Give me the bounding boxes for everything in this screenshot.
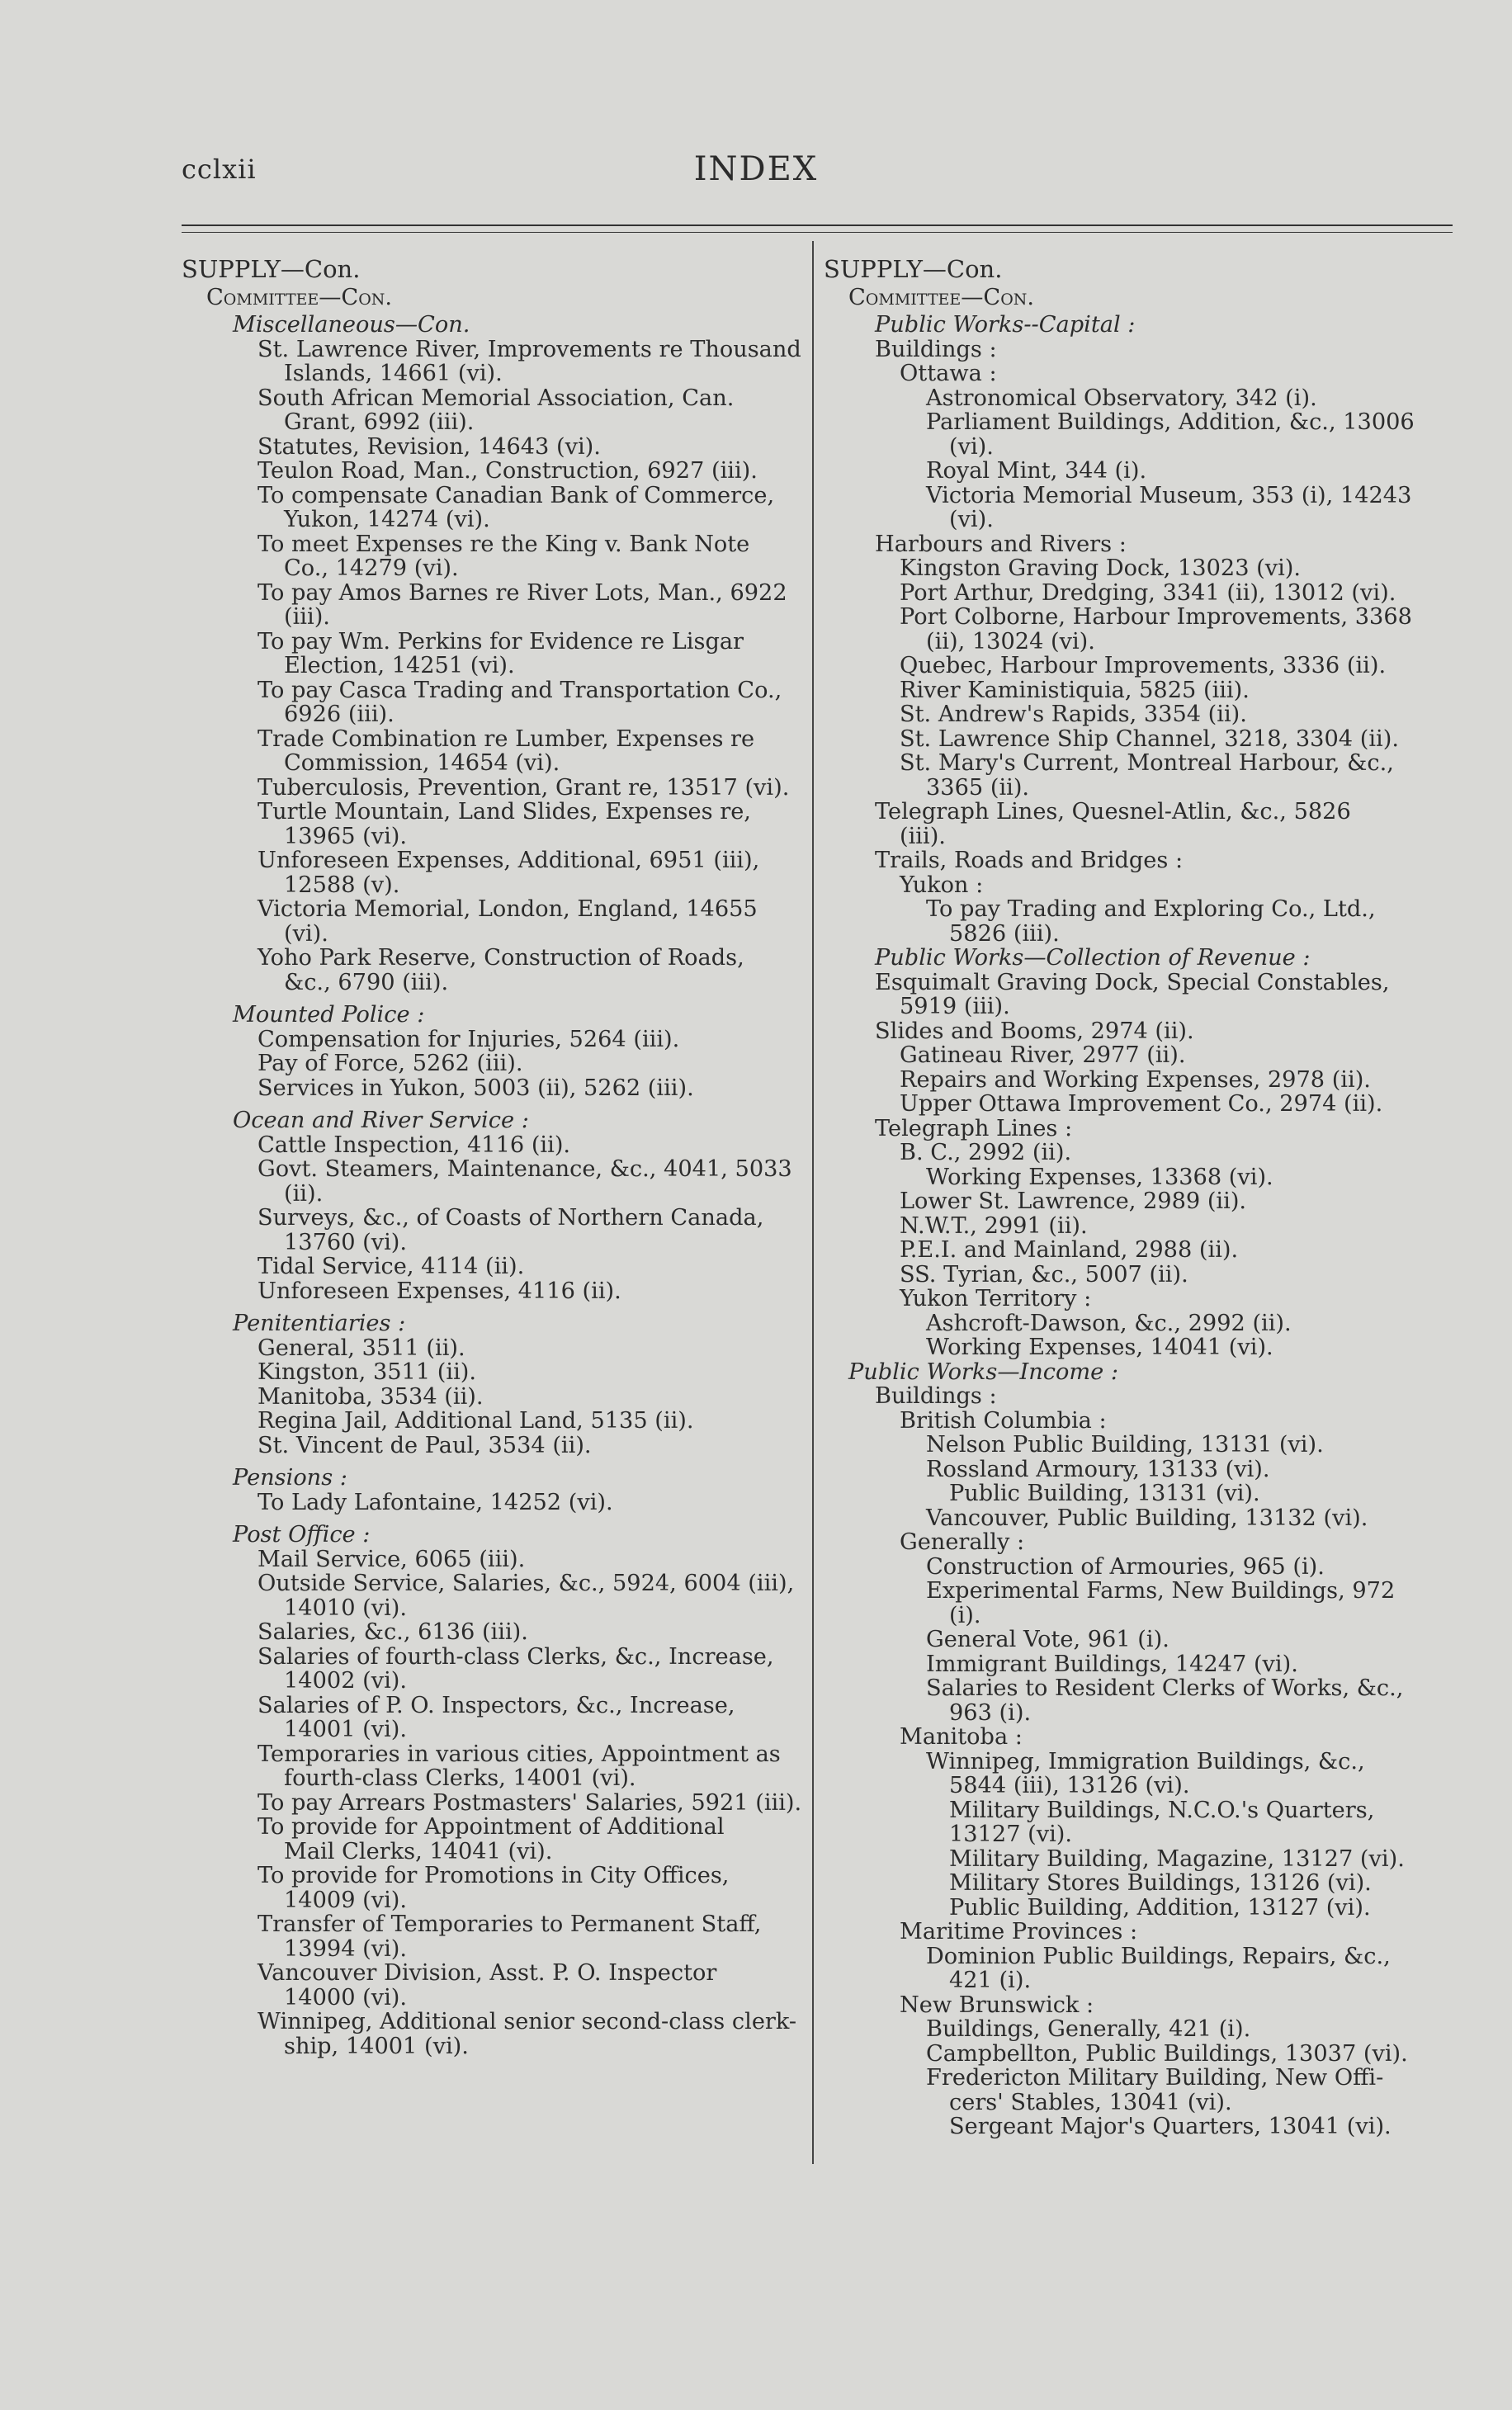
header-rule-thin	[182, 232, 1453, 233]
index-entry: Regina Jail, Additional Land, 5135 (ii).	[258, 1408, 694, 1434]
index-entry: Yoho Park Reserve, Construction of Roads,	[258, 945, 744, 971]
index-entry: Commission, 14654 (vi).	[284, 750, 560, 776]
right-column	[824, 255, 1458, 2139]
index-entry: Mounted Police :	[233, 1002, 425, 1028]
index-entry: (vi).	[949, 507, 994, 532]
index-entry: To pay Amos Barnes re River Lots, Man., 6922	[258, 579, 787, 606]
index-entry: Islands, 14661 (vi).	[284, 361, 503, 386]
index-entry: SUPPLY—Con.	[824, 255, 1003, 283]
header-rule	[182, 224, 1453, 226]
index-entry: Esquimalt Graving Dock, Special Constables,	[875, 969, 1390, 995]
index-entry: Co., 14279 (vi).	[284, 555, 459, 581]
index-entry: To pay Wm. Perkins for Evidence re Lisgar	[258, 628, 744, 654]
index-entry: British Columbia :	[900, 1407, 1107, 1434]
index-entry: 14000 (vi).	[284, 1984, 408, 2011]
index-entry: To Lady Lafontaine, 14252 (vi).	[258, 1489, 613, 1515]
index-entry: Military Stores Buildings, 13126 (vi).	[949, 1870, 1372, 1896]
page-header	[0, 150, 1512, 195]
index-entry: Military Building, Magazine, 13127 (vi).	[949, 1845, 1405, 1872]
index-entry: General, 3511 (ii).	[258, 1335, 465, 1361]
index-entry: Teulon Road, Man., Construction, 6927 (iii).	[258, 458, 758, 484]
index-entry: To provide for Promotions in City Offices,	[258, 1863, 730, 1888]
index-entry: Kingston, 3511 (ii).	[258, 1359, 477, 1385]
index-entry: P.E.I. and Mainland, 2988 (ii).	[900, 1237, 1239, 1263]
index-entry: 963 (i).	[949, 1699, 1032, 1726]
index-entry: Statutes, Revision, 14643 (vi).	[258, 433, 601, 460]
index-entry: B. C., 2992 (ii).	[900, 1140, 1072, 1165]
index-entry: Generally :	[900, 1529, 1025, 1555]
index-entry: Buildings :	[875, 1383, 997, 1409]
index-entry: Maritime Provinces :	[900, 1919, 1138, 1945]
index-entry: St. Mary's Current, Montreal Harbour, &c.,	[900, 750, 1394, 776]
index-entry: (vi).	[284, 920, 328, 947]
index-entry: Vancouver, Public Building, 13132 (vi).	[926, 1505, 1368, 1531]
index-entry: Yukon :	[900, 872, 984, 898]
index-entry: Telegraph Lines, Quesnel-Atlin, &c., 5826	[875, 799, 1351, 825]
index-entry: Trails, Roads and Bridges :	[875, 848, 1184, 873]
index-entry: Victoria Memorial Museum, 353 (i), 14243	[926, 482, 1412, 508]
index-entry: To pay Casca Trading and Transportation Co.,	[258, 677, 782, 703]
index-entry: ship, 14001 (vi).	[284, 2033, 469, 2059]
index-entry: (ii), 13024 (vi).	[926, 628, 1095, 654]
index-entry: (vi).	[949, 433, 994, 460]
index-entry: Post Office :	[233, 1522, 371, 1548]
index-entry: River Kaministiquia, 5825 (iii).	[900, 677, 1250, 703]
index-entry: Working Expenses, 14041 (vi).	[926, 1335, 1273, 1360]
index-entry: Miscellaneous—Con.	[233, 312, 470, 338]
index-entry: 14002 (vi).	[284, 1668, 408, 1694]
index-entry: SUPPLY—Con.	[182, 255, 361, 283]
index-entry: Trade Combination re Lumber, Expenses re	[258, 725, 755, 752]
index-entry: Public Building, Addition, 13127 (vi).	[949, 1894, 1371, 1921]
index-entry: Manitoba :	[900, 1724, 1023, 1750]
index-entry: To pay Arrears Postmasters' Salaries, 5921 (iii).	[258, 1789, 802, 1816]
index-entry: N.W.T., 2991 (ii).	[900, 1212, 1088, 1239]
index-entry: Fredericton Military Building, New Offi-	[926, 2065, 1384, 2091]
index-entry: Public Building, 13131 (vi).	[949, 1481, 1260, 1506]
index-entry: Sergeant Major's Quarters, 13041 (vi).	[949, 2114, 1392, 2139]
index-entry: Unforeseen Expenses, 4116 (ii).	[258, 1278, 621, 1304]
index-entry: Surveys, &c., of Coasts of Northern Canada,	[258, 1205, 764, 1231]
index-entry: 5844 (iii), 13126 (vi).	[949, 1773, 1190, 1798]
index-entry: Slides and Booms, 2974 (ii).	[875, 1018, 1194, 1044]
index-entry: To provide for Appointment of Additional	[258, 1814, 725, 1840]
index-entry: Harbours and Rivers :	[875, 531, 1127, 557]
index-entry: 13760 (vi).	[284, 1229, 408, 1255]
index-entry: Salaries of P. O. Inspectors, &c., Increase,	[258, 1692, 735, 1718]
index-entry: Public Works—Income :	[848, 1359, 1119, 1385]
index-entry: Working Expenses, 13368 (vi).	[926, 1164, 1273, 1190]
index-entry: 5826 (iii).	[949, 920, 1060, 947]
index-entry: Upper Ottawa Improvement Co., 2974 (ii).	[900, 1091, 1383, 1117]
index-entry: Pensions :	[233, 1465, 347, 1491]
index-entry: Public Works—Collection of Revenue :	[875, 945, 1311, 971]
index-entry: Election, 14251 (vi).	[284, 653, 515, 678]
index-entry: Experimental Farms, New Buildings, 972	[926, 1578, 1396, 1604]
index-entry: Compensation for Injuries, 5264 (iii).	[258, 1026, 680, 1052]
index-entry: To compensate Canadian Bank of Commerce,	[258, 482, 775, 508]
index-entry: Victoria Memorial, London, England, 14655	[258, 896, 758, 922]
index-entry: Manitoba, 3534 (ii).	[258, 1383, 484, 1410]
index-entry: cers' Stables, 13041 (vi).	[949, 2089, 1232, 2115]
index-entry: Public Works--Capital :	[875, 312, 1136, 338]
index-entry: 13965 (vi).	[284, 823, 408, 849]
column-divider	[812, 241, 814, 2164]
index-entry: Grant, 6992 (iii).	[284, 409, 475, 435]
index-entry: Parliament Buildings, Addition, &c., 13006	[926, 409, 1415, 435]
index-entry: Temporaries in various cities, Appointment as	[258, 1741, 781, 1767]
index-entry: Govt. Steamers, Maintenance, &c., 4041, 5033	[258, 1156, 792, 1182]
index-entry: Kingston Graving Dock, 13023 (vi).	[900, 555, 1302, 581]
index-entry: Transfer of Temporaries to Permanent Staff,	[258, 1911, 762, 1937]
index-entry: Unforeseen Expenses, Additional, 6951 (iii),	[258, 848, 760, 873]
index-entry: To pay Trading and Exploring Co., Ltd.,	[926, 896, 1376, 922]
index-entry: Vancouver Division, Asst. P. O. Inspector	[258, 1960, 717, 1986]
index-entry: Winnipeg, Additional senior second-class clerk-	[258, 2009, 797, 2034]
index-entry: Mail Clerks, 14041 (vi).	[284, 1838, 553, 1864]
index-entry: 12588 (v).	[284, 872, 400, 898]
index-entry: St. Lawrence Ship Channel, 3218, 3304 (ii).	[900, 725, 1399, 752]
index-entry: Pay of Force, 5262 (iii).	[258, 1051, 523, 1076]
index-entry: (ii).	[284, 1180, 324, 1207]
index-entry: Winnipeg, Immigration Buildings, &c.,	[926, 1748, 1365, 1774]
index-entry: Nelson Public Building, 13131 (vi).	[926, 1432, 1324, 1458]
left-column	[182, 255, 802, 2059]
index-entry: Cattle Inspection, 4116 (ii).	[258, 1132, 571, 1158]
index-entry: 13127 (vi).	[949, 1822, 1073, 1847]
index-entry: Ashcroft-Dawson, &c., 2992 (ii).	[926, 1310, 1292, 1336]
index-entry: New Brunswick :	[900, 1992, 1094, 2018]
index-entry: Turtle Mountain, Land Slides, Expenses re,	[258, 799, 751, 825]
index-entry: (iii).	[284, 604, 330, 630]
index-entry: St. Andrew's Rapids, 3354 (ii).	[900, 702, 1247, 727]
index-entry: To meet Expenses re the King v. Bank Note	[258, 531, 750, 557]
index-entry: Services in Yukon, 5003 (ii), 5262 (iii).	[258, 1075, 694, 1101]
index-entry: Yukon Territory :	[900, 1286, 1092, 1311]
index-entry: St. Vincent de Paul, 3534 (ii).	[258, 1432, 592, 1458]
index-entry: (iii).	[900, 823, 946, 849]
index-entry: Buildings, Generally, 421 (i).	[926, 2016, 1251, 2042]
index-entry: Royal Mint, 344 (i).	[926, 458, 1147, 484]
index-entry: Ottawa :	[900, 361, 997, 386]
index-entry: 14001 (vi).	[284, 1717, 408, 1742]
index-entry: Port Colborne, Harbour Improvements, 3368	[900, 604, 1412, 630]
page-number: cclxii	[182, 154, 257, 185]
index-entry: Outside Service, Salaries, &c., 5924, 6004 (iii),	[258, 1571, 795, 1596]
index-entry: 421 (i).	[949, 1968, 1032, 1993]
index-entry: SS. Tyrian, &c., 5007 (ii).	[900, 1261, 1188, 1288]
index-entry: Dominion Public Buildings, Repairs, &c.,	[926, 1943, 1391, 1969]
index-entry: Military Buildings, N.C.O.'s Quarters,	[949, 1797, 1375, 1823]
index-entry: 14009 (vi).	[284, 1887, 408, 1913]
index-entry: 5919 (iii).	[900, 994, 1010, 1019]
index-entry: Mail Service, 6065 (iii).	[258, 1546, 526, 1572]
index-entry: Buildings :	[875, 336, 997, 362]
index-entry: St. Lawrence River, Improvements re Thousand	[258, 336, 801, 362]
index-entry: Committee—Con.	[206, 284, 393, 310]
index-entry: Gatineau River, 2977 (ii).	[900, 1042, 1186, 1068]
index-entry: Rossland Armoury, 13133 (vi).	[926, 1456, 1270, 1482]
index-entry: 6926 (iii).	[284, 702, 395, 727]
index-entry: Salaries to Resident Clerks of Works, &c.,	[926, 1675, 1404, 1701]
index-entry: Lower St. Lawrence, 2989 (ii).	[900, 1188, 1247, 1214]
index-entry: Repairs and Working Expenses, 2978 (ii).	[900, 1066, 1371, 1093]
index-entry: South African Memorial Association, Can.	[258, 385, 735, 411]
index-entry: 13994 (vi).	[284, 1935, 408, 1962]
page-title: INDEX	[693, 150, 819, 188]
index-entry: General Vote, 961 (i).	[926, 1627, 1169, 1652]
index-entry: Committee—Con.	[848, 284, 1035, 310]
index-entry: Astronomical Observatory, 342 (i).	[926, 385, 1317, 411]
index-entry: Campbellton, Public Buildings, 13037 (vi).	[926, 2040, 1408, 2067]
index-entry: Tidal Service, 4114 (ii).	[258, 1254, 525, 1279]
index-entry: Salaries of fourth-class Clerks, &c., Increase,	[258, 1643, 774, 1670]
index-entry: Tuberculosis, Prevention, Grant re, 13517 (vi).	[258, 774, 790, 801]
index-entry: Immigrant Buildings, 14247 (vi).	[926, 1651, 1298, 1677]
index-entry: 14010 (vi).	[284, 1595, 408, 1621]
index-entry: 3365 (ii).	[926, 774, 1030, 801]
index-entry: (i).	[949, 1602, 981, 1628]
index-entry: Port Arthur, Dredging, 3341 (ii), 13012 (vi).	[900, 579, 1396, 606]
index-entry: fourth-class Clerks, 14001 (vi).	[284, 1765, 636, 1791]
index-entry: Quebec, Harbour Improvements, 3336 (ii).	[900, 653, 1387, 678]
index-entry: Telegraph Lines :	[875, 1115, 1073, 1141]
index-entry: Ocean and River Service :	[233, 1108, 529, 1133]
index-entry: Salaries, &c., 6136 (iii).	[258, 1619, 528, 1645]
index-entry: &c., 6790 (iii).	[284, 969, 449, 995]
index-entry: Yukon, 14274 (vi).	[284, 507, 490, 532]
index-entry: Construction of Armouries, 965 (i).	[926, 1553, 1325, 1580]
index-entry: Penitentiaries :	[233, 1311, 406, 1336]
